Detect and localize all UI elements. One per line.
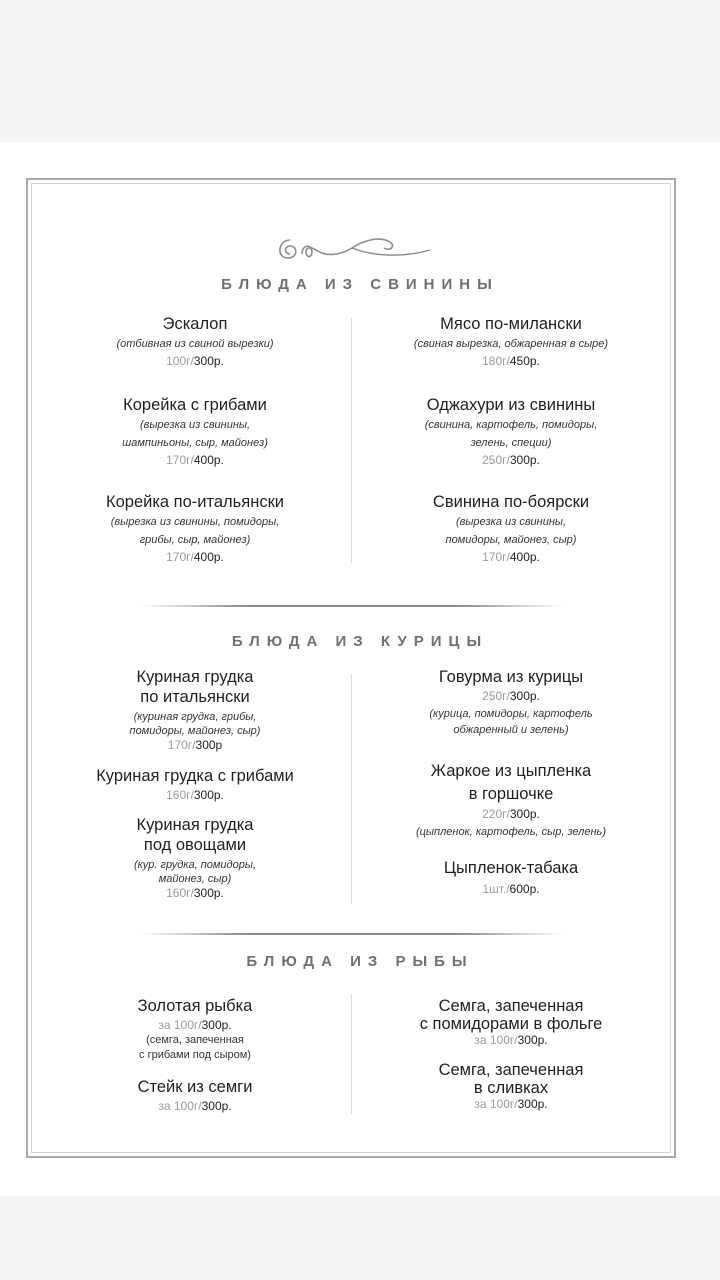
dish-item [386,492,636,565]
dish-item [386,996,636,1048]
dish-cost: 450р. [509,354,540,368]
dish-item [70,766,320,803]
dish-item [70,667,320,753]
dish-name: Куриная грудка [136,668,254,686]
column-divider [351,674,352,904]
dish-weight: за 100г/ [158,1099,202,1113]
dish-price [386,353,636,369]
dish-description: (вырезка из свинины, [455,516,567,528]
dish-weight: 160г/ [166,788,194,802]
dish-description: помидоры, майонез, сыр) [129,725,261,737]
dish-name: Стейк из семги [137,1078,253,1096]
dish-cost: 600р. [509,882,540,896]
dish-weight: 220г/ [482,807,510,821]
dish-item [386,314,636,369]
dish-cost: 300р. [193,788,224,802]
dish-description: (вырезка из свинины, [139,419,251,431]
section-divider [140,933,564,935]
dish-weight: за 100г/ [474,1033,518,1047]
dish-price [386,688,636,704]
dish-price [386,452,636,468]
dish-name: Мясо по-милански [440,315,582,333]
dish-name: Золотая рыбка [137,997,253,1015]
dish-cost: 400р. [193,550,224,564]
dish-name: под овощами [143,836,247,854]
dish-cost: 300р. [201,1018,232,1032]
dish-price [386,806,636,822]
dish-price [70,737,320,753]
dish-price [70,885,320,901]
dish-name: Оджахури из свинины [426,396,596,414]
dish-item [70,395,320,468]
section-divider [140,605,564,607]
dish-cost: 300р. [193,886,224,900]
dish-description: (свиная вырезка, обжаренная в сыре) [413,338,609,350]
dish-name: Куриная грудка [136,816,254,834]
dish-description: шампиньоны, сыр, майонез) [122,437,268,449]
dish-weight: 250г/ [482,453,510,467]
dish-description: с грибами под сыром) [139,1049,251,1061]
dish-price [70,787,320,803]
dish-name: Свинина по-боярски [432,493,590,511]
dish-weight: 170г/ [166,550,194,564]
dish-price [386,549,636,565]
dish-item [70,815,320,901]
dish-weight: 170г/ [166,453,194,467]
dish-description: (курица, помидоры, картофель [429,708,593,720]
dish-name: Цыпленок-табака [443,859,579,877]
dish-price [70,1017,320,1033]
dish-description: грибы, сыр, майонез) [139,534,251,546]
dish-name: по итальянски [140,688,250,706]
dish-description: майонез, сыр) [158,873,232,885]
dish-item [70,314,320,369]
dish-cost: 400р. [193,453,224,467]
dish-description: (семга, запеченная [146,1034,244,1046]
dish-description: (кур. грудка, помидоры, [133,859,257,871]
dish-description: зелень, специи) [470,437,552,449]
dish-item [70,996,320,1063]
dish-cost: 300р. [517,1097,548,1111]
dish-price [386,1096,636,1112]
dish-item [386,667,636,738]
dish-weight: 170г/ [167,738,196,752]
dish-cost: 300р. [509,689,540,703]
dish-price [70,452,320,468]
dish-name: Семга, запеченная [438,1061,584,1079]
dish-description: (цыпленок, картофель, сыр, зелень) [415,826,607,838]
dish-name: Говурма из курицы [438,668,584,686]
section-title-chicken: БЛЮДА ИЗ КУРИЦЫ [231,633,489,650]
column-divider [351,994,352,1114]
menu-page [0,142,720,1196]
dish-description: обжаренный и зелень) [453,724,569,736]
dish-weight: 160г/ [166,886,194,900]
dish-name: с помидорами в фольге [419,1015,603,1033]
dish-weight: за 100г/ [474,1097,518,1111]
dish-weight: 100г/ [166,354,194,368]
dish-cost: 300р. [509,807,540,821]
dish-price [70,549,320,565]
dish-item [70,492,320,565]
dish-description: (куриная грудка, грибы, [133,711,257,723]
dish-name: Куриная грудка с грибами [96,767,294,785]
dish-weight: 250г/ [482,689,510,703]
dish-cost: 300р. [509,453,540,467]
dish-weight: 180г/ [482,354,510,368]
dish-price [70,1098,320,1114]
dish-cost: 300р [195,738,223,752]
dish-weight: за 100г/ [158,1018,202,1032]
ornament-flourish-icon [272,232,432,268]
dish-description: помидоры, майонез, сыр) [445,534,577,546]
dish-price [386,881,636,897]
dish-item [386,1060,636,1112]
dish-description: (вырезка из свинины, помидоры, [110,516,280,528]
dish-item [70,1077,320,1114]
dish-cost: 300р. [193,354,224,368]
dish-name: в горшочке [468,785,554,803]
column-divider [351,318,352,563]
dish-cost: 400р. [509,550,540,564]
dish-name: Корейка по-итальянски [105,493,285,511]
dish-description: (отбивная из свиной вырезки) [116,338,274,350]
dish-item [386,858,636,897]
dish-name: Эскалоп [162,315,228,333]
dish-cost: 300р. [201,1099,232,1113]
dish-weight: 1шт./ [482,882,510,896]
dish-cost: 300р. [517,1033,548,1047]
dish-item [386,395,636,468]
dish-price [70,353,320,369]
section-title-pork: БЛЮДА ИЗ СВИНИНЫ [221,276,499,293]
dish-price [386,1032,636,1048]
dish-weight: 170г/ [482,550,510,564]
section-title-fish: БЛЮДА ИЗ РЫБЫ [246,953,474,970]
dish-name: в сливках [473,1079,549,1097]
dish-name: Корейка с грибами [123,396,267,414]
dish-name: Семга, запеченная [438,997,584,1015]
dish-item [386,761,636,840]
dish-name: Жаркое из цыпленка [430,762,592,780]
dish-description: (свинина, картофель, помидоры, [424,419,598,431]
